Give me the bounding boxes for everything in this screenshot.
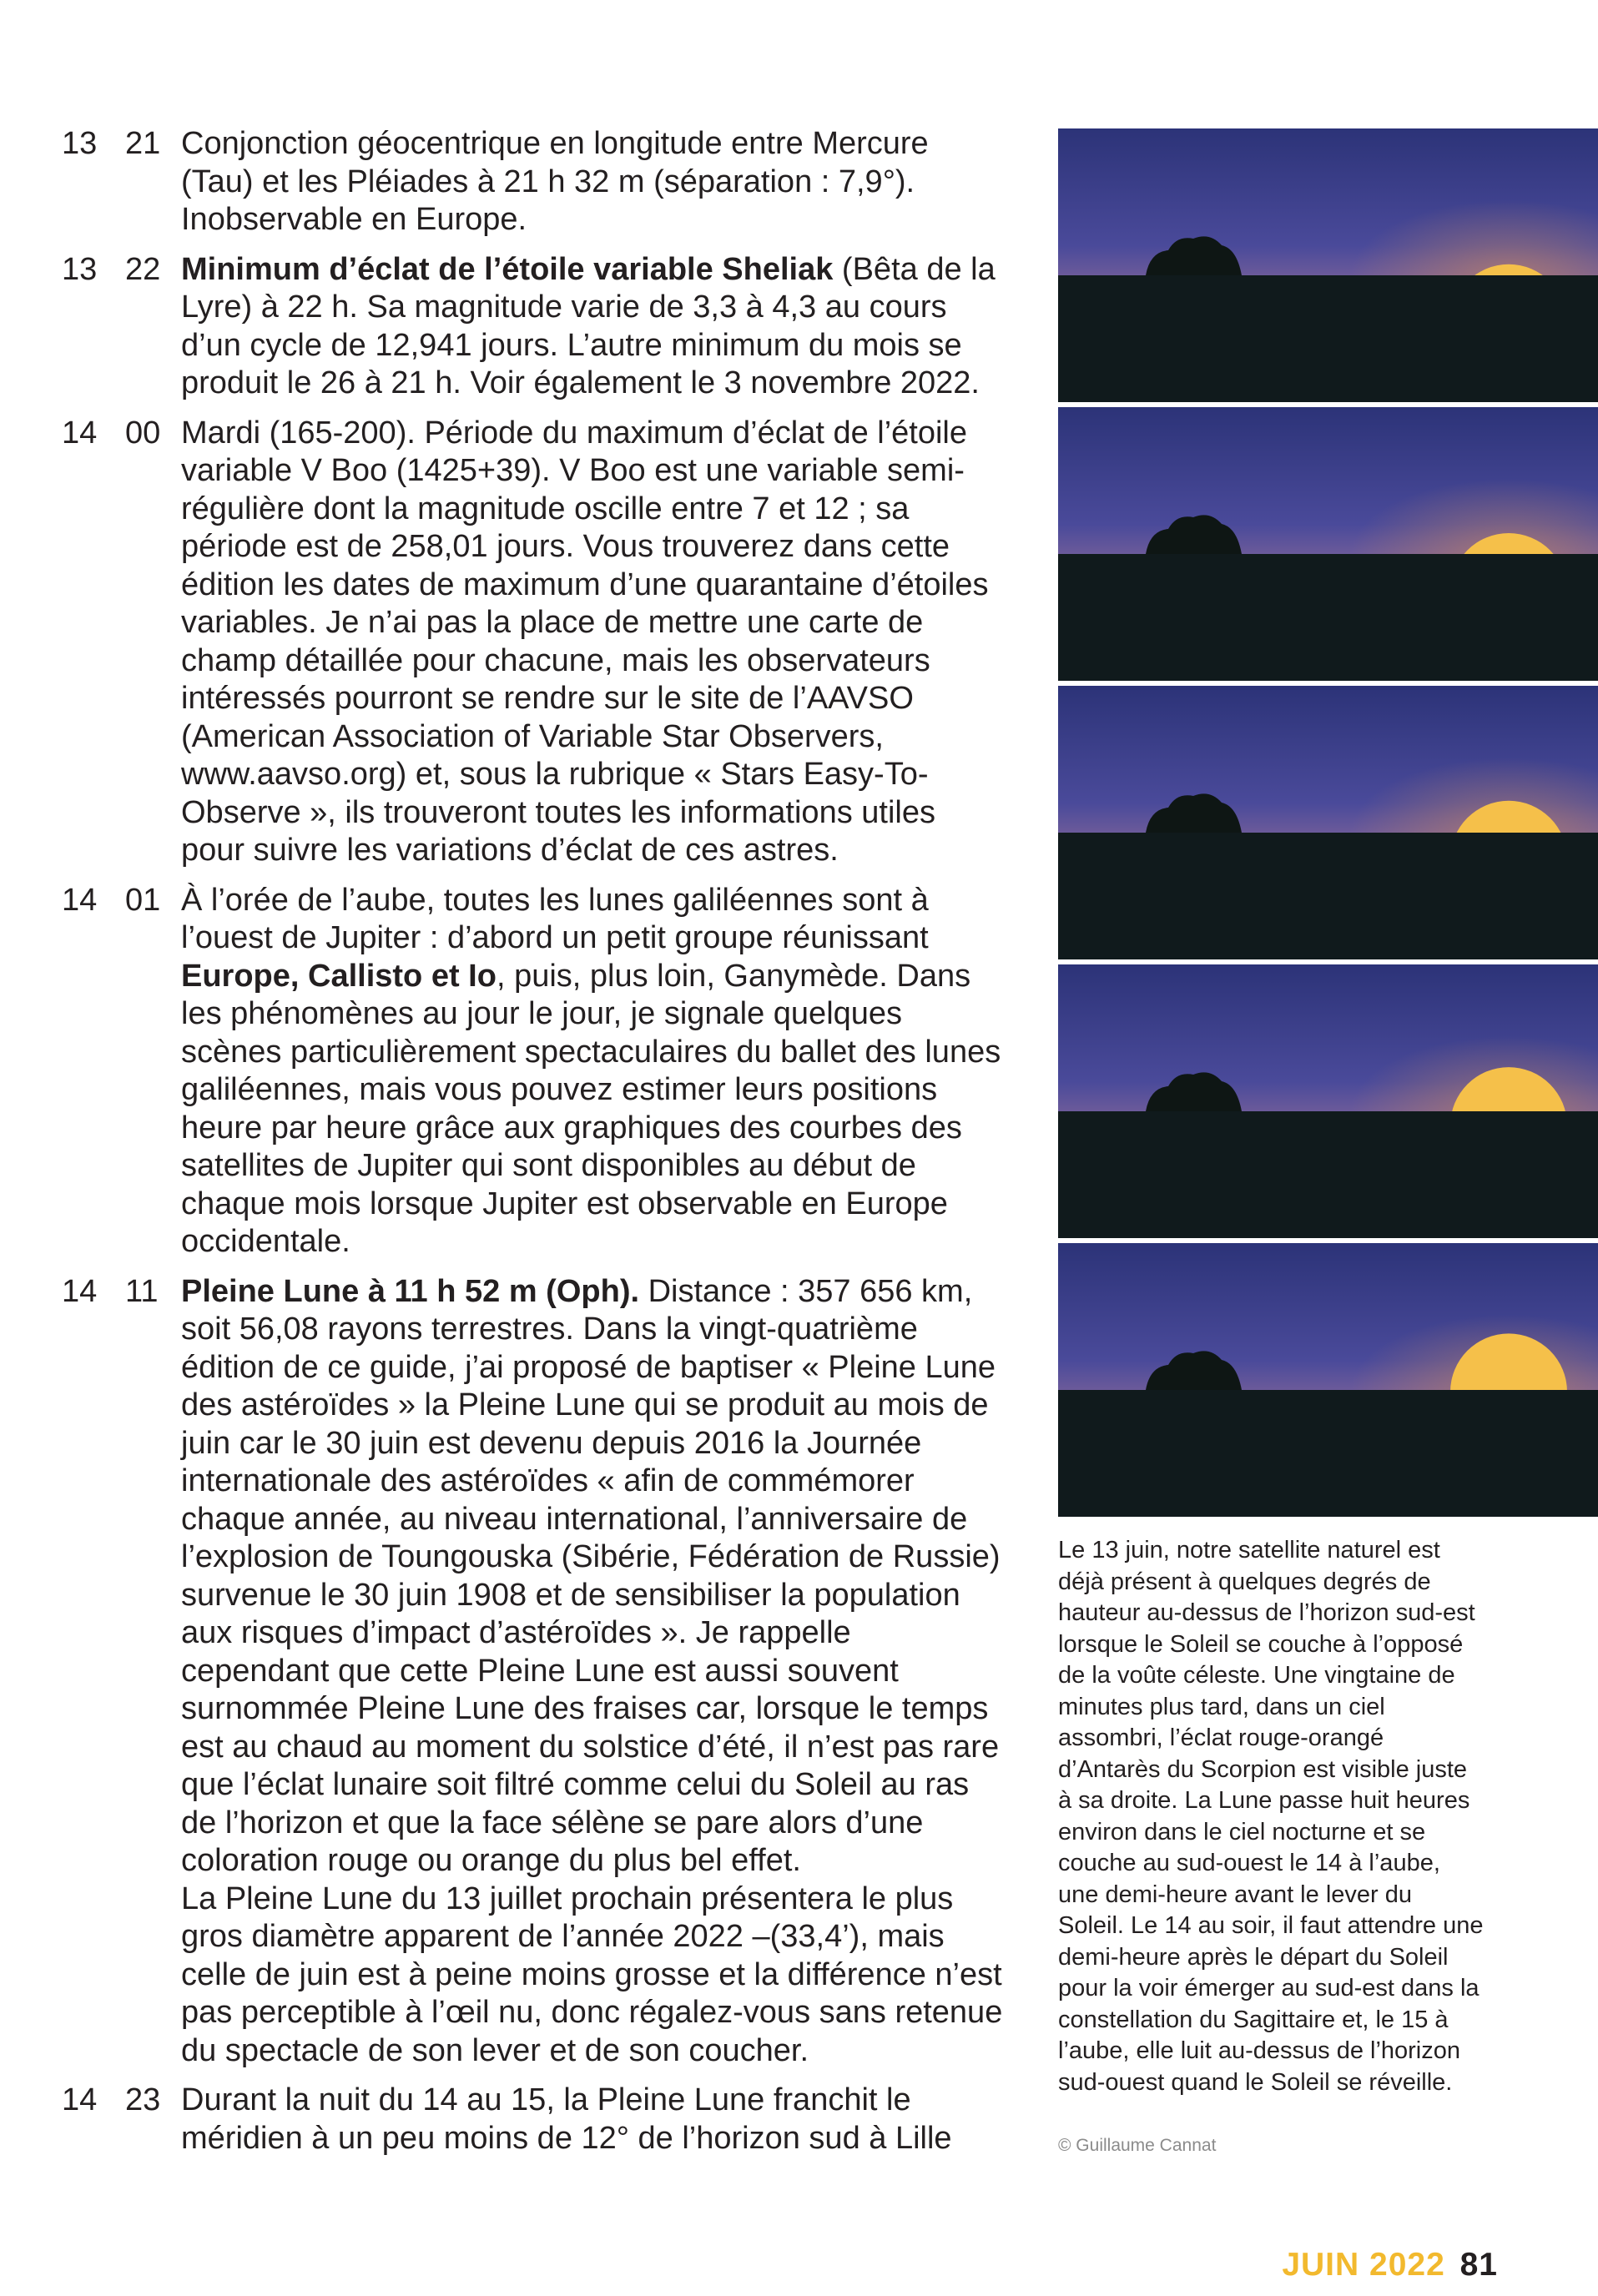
moonrise-frame [1058, 964, 1598, 1243]
photo-credit: © Guillaume Cannat [1058, 2136, 1217, 2155]
entry-hour: 21 [125, 126, 161, 161]
entry-paragraph [181, 882, 1005, 1261]
entry-day: 14 [62, 415, 98, 451]
ephemeris-entry [62, 882, 1005, 1261]
text-run: (Bêta de la Lyre) à 22 h. Sa magnitude varie de 3,3 à 4,3 au cours d’un cycle de 12,941 jours. L’autre minimum du mois se produit le 26 à 21 h. Voir également le 3 novembre 2022. [181, 251, 996, 400]
ephemeris-entry [62, 415, 1005, 870]
entry-hour: 01 [125, 882, 161, 918]
bold-text: Minimum d’éclat de l’étoile variable Sheliak [181, 251, 834, 287]
bold-text: Europe, Callisto et Io [181, 958, 497, 994]
moonrise-photo-sequence [1058, 128, 1598, 1520]
entry-hour: 22 [125, 251, 161, 287]
text-run: Conjonction géocentrique en longitude entre Mercure (Tau) et les Pléiades à 21 h 32 m (séparation : 7,9°). Inobservable en Europe. [181, 126, 929, 237]
field [1058, 1390, 1598, 1522]
text-run: Durant la nuit du 14 au 15, la Pleine Lune franchit le méridien à un peu moins de 12° de l’horizon sud à Lille [181, 2082, 952, 2156]
moonrise-frame [1058, 686, 1598, 964]
entry-day: 14 [62, 882, 98, 918]
entry-day: 14 [62, 2082, 98, 2117]
entry-text [181, 415, 1005, 870]
page-folio [1268, 2247, 1498, 2283]
entry-text [181, 882, 1005, 1261]
folio-page-number: 81 [1459, 2247, 1498, 2283]
entry-day: 13 [62, 251, 98, 287]
entry-text [181, 125, 1005, 239]
text-run: Mardi (165-200). Période du maximum d’éclat de l’étoile variable V Boo (1425+39). V Boo est une variable semi-régulière dont la magnitude oscille entre 7 et 12 ; sa période est de 258,01 jours. Vous trouverez dans cette édition les dates de maximum d’une quarantaine d’étoiles variables. Je n’ai pas la place de mettre une carte de champ détaillée pour chacune, mais les observateurs intéressés pourront se rendre sur le site de l’AAVSO (American Association of Variable Star Observers, www.aavso.org) et, sous la rubrique « Stars Easy-To-Observe », ils trouveront toutes les informations utiles pour suivre les variations d’éclat de ces astres. [181, 415, 989, 868]
ephemeris-entry [62, 2082, 1005, 2158]
text-run: La Pleine Lune du 13 juillet prochain présentera le plus gros diamètre apparent de l’année 2022 –(33,4’), mais celle de juin est à peine moins grosse et la différence n’est pas perceptible à l’œil nu, donc régalez-vous sans retenue du spectacle de son lever et de son coucher. [181, 1881, 1003, 2068]
entry-paragraph [181, 1273, 1005, 1881]
entry-paragraph [181, 415, 1005, 870]
text-run: , puis, plus loin, Ganymède. Dans les phénomènes au jour le jour, je signale quelques scènes particulièrement spectaculaires du ballet des lunes galiléennes, mais vous pouvez estimer leurs positions heure par heure grâce aux graphiques des courbes des satellites de Jupiter qui sont disponibles au début de chaque mois lorsque Jupiter est observable en Europe occidentale. [181, 958, 1001, 1259]
entries-list [62, 125, 1005, 2169]
moonrise-frame [1058, 128, 1598, 407]
folio-month-year: JUIN 2022 [1282, 2247, 1445, 2283]
entry-text [181, 1273, 1005, 2071]
entry-paragraph [181, 251, 1005, 403]
frame-gap [1058, 1517, 1598, 1522]
entry-hour: 00 [125, 415, 161, 451]
entry-text [181, 2082, 1005, 2158]
ephemeris-entry [62, 125, 1005, 239]
moonrise-frame [1058, 407, 1598, 686]
moonrise-frame [1058, 1243, 1598, 1522]
entry-hour: 11 [125, 1273, 159, 1309]
text-run: À l’orée de l’aube, toutes les lunes galiléennes sont à l’ouest de Jupiter : d’abord un petit groupe réunissant [181, 882, 929, 955]
entry-hour: 23 [125, 2082, 161, 2117]
field [1058, 554, 1598, 686]
field [1058, 833, 1598, 964]
entry-paragraph [181, 1881, 1005, 2071]
entry-text [181, 251, 1005, 403]
field [1058, 275, 1598, 407]
entry-day: 14 [62, 1273, 98, 1309]
entry-day: 13 [62, 126, 98, 161]
entry-paragraph [181, 125, 1005, 239]
field [1058, 1111, 1598, 1243]
bold-text: Pleine Lune à 11 h 52 m (Oph). [181, 1273, 640, 1309]
text-run: Distance : 357 656 km, soit 56,08 rayons terrestres. Dans la vingt-quatrième édition de ce guide, j’ai proposé de baptiser « Pleine Lune des astéroïdes » la Pleine Lune qui se produit au mois de juin car le 30 juin est devenu depuis 2016 la Journée internationale des astéroïdes « afin de commémorer chaque année, au niveau international, l’anniversaire de l’explosion de Toungouska (Sibérie, Fédération de Russie) survenue le 30 juin 1908 et de sensibiliser la population aux risques d’impact d’astéroïdes ». Je rappelle cependant que cette Pleine Lune est aussi souvent surnommée Pleine Lune des fraises car, lorsque le temps est au chaud au moment du solstice d’été, il n’est pas rare que l’éclat lunaire soit filtré comme celui du Soleil au ras de l’horizon et que la face sélène se pare alors d’une coloration rouge ou orange du plus bel effet. [181, 1273, 1001, 1878]
photo-caption: Le 13 juin, notre satellite naturel est déjà présent à quelques degrés de hauteur au-dessus de l’horizon sud-est lorsque le Soleil se couche à l’opposé de la voûte céleste. Une vingtaine de minutes plus tard, dans un ciel assombri, l’éclat rouge-orangé d’Antarès du Scorpion est visible juste à sa droite. La Lune passe huit heures environ dans le ciel nocturne et se couche au sud-ouest le 14 à l’aube, une demi-heure avant le lever du Soleil. Le 14 au soir, il faut attendre une demi-heure après le départ du Soleil pour la voir émerger au sud-est dans la constellation du Sagittaire et, le 15 à l’aube, elle luit au-dessus de l’horizon sud-ouest quand le Soleil se réveille. [1058, 1537, 1484, 2096]
ephemeris-entry [62, 251, 1005, 403]
ephemeris-entry [62, 1273, 1005, 2071]
entry-paragraph [181, 2082, 1005, 2158]
